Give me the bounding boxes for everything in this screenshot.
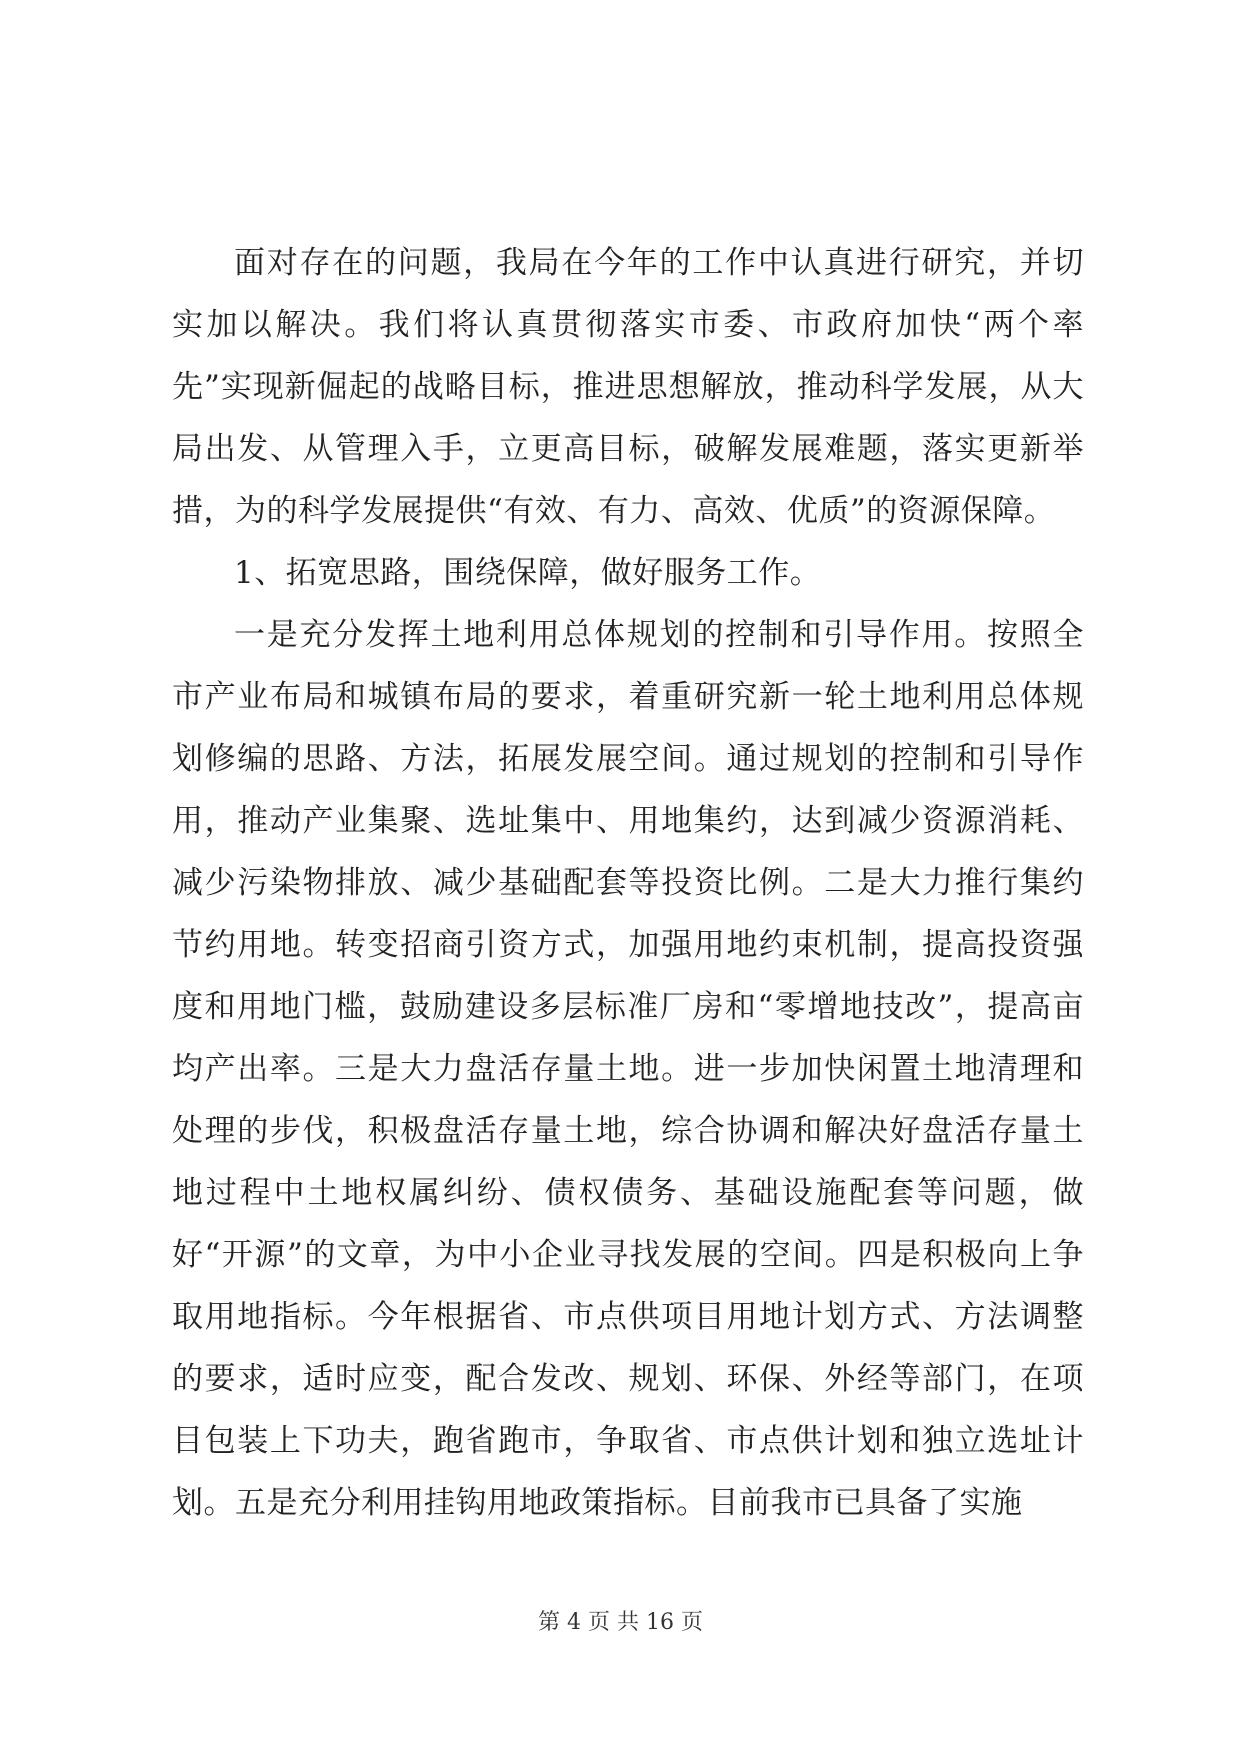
paragraph-intro: 面对存在的问题，我局在今年的工作中认真进行研究，并切实加以解决。我们将认真贯彻落实市委、市政府加快“两个率先”实现新倔起的战略目标，推进思想解放，推动科学发展，从大局出发、从管理入手，立更高目标，破解发展难题，落实更新举措，为的科学发展提供“有效、有力、高效、优质”的资源保障。	[172, 245, 1084, 529]
page-footer: 第 4 页 共 16 页	[538, 1610, 703, 1635]
paragraph-heading: 1、拓宽思路，围绕保障，做好服务工作。	[234, 555, 822, 591]
body-text	[172, 232, 1084, 1534]
paragraph-measures: 一是充分发挥土地利用总体规划的控制和引导作用。按照全市产业布局和城镇布局的要求，着重研究新一轮土地利用总体规划修编的思路、方法，拓展发展空间。通过规划的控制和引导作用，推动产业集聚、选址集中、用地集约，达到减少资源消耗、减少污染物排放、减少基础配套等投资比例。二是大力推行集约节约用地。转变招商引资方式，加强用地约束机制，提高投资强度和用地门槛，鼓励建设多层标准厂房和“零增地技改”，提高亩均产出率。三是大力盘活存量土地。进一步加快闲置土地清理和处理的步伐，积极盘活存量土地，综合协调和解决好盘活存量土地过程中土地权属纠纷、债权债务、基础设施配套等问题，做好“开源”的文章，为中小企业寻找发展的空间。四是积极向上争取用地指标。今年根据省、市点供项目用地计划方式、方法调整的要求，适时应变，配合发改、规划、环保、外经等部门，在项目包装上下功夫，跑省跑市，争取省、市点供计划和独立选址计划。五是充分利用挂钩用地政策指标。目前我市已具备了实施	[172, 617, 1084, 1521]
